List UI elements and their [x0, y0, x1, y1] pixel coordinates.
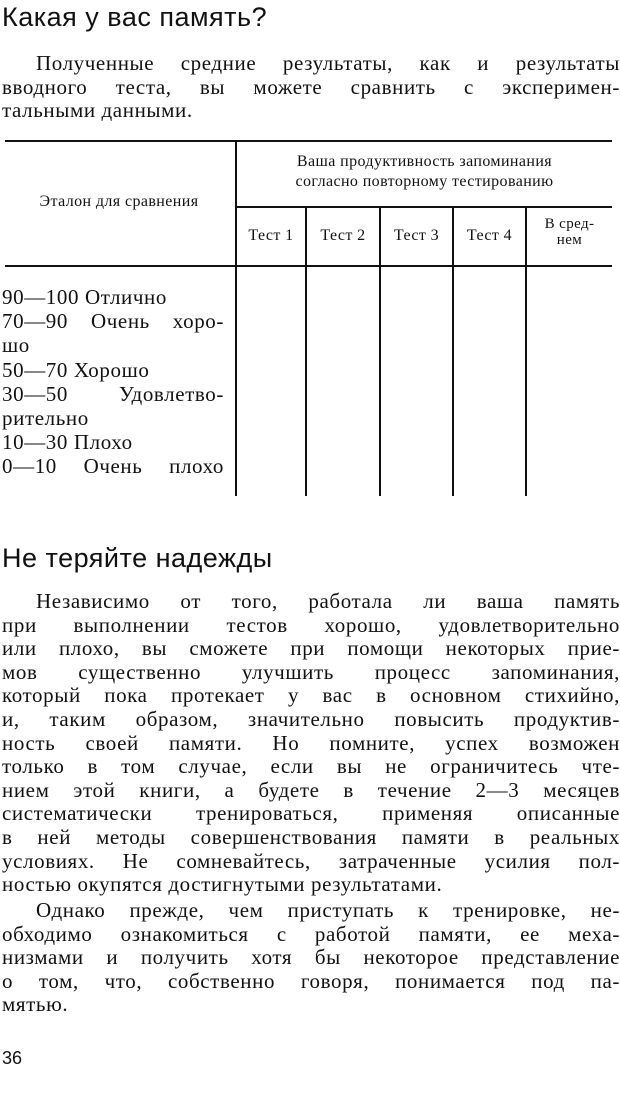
table-header-average	[527, 216, 612, 248]
table-group-rule	[235, 206, 612, 208]
paragraph-line: обходимо ознакомиться с работой памяти, ее меха-	[2, 921, 620, 946]
table-header-group	[237, 152, 612, 192]
grade-scale-list	[2, 285, 224, 479]
paragraph-line: о том, что, собственно говоря, понимается под па-	[2, 968, 620, 993]
grade-line: шо	[2, 333, 30, 358]
table-header-test-1: Тест 1	[248, 227, 294, 244]
body-paragraph-1	[2, 590, 620, 897]
paragraph-line: Полученные средние результаты, как и результаты	[36, 51, 620, 75]
paragraph-line: или плохо, вы сможете при помощи некоторых прие-	[2, 636, 620, 661]
paragraph-line: ностью окупятся достигнутыми результатами.	[2, 872, 443, 897]
intro-paragraph	[2, 52, 620, 123]
paragraph-line: мятью.	[2, 992, 69, 1017]
paragraph-line: Однако прежде, чем приступать к тренировке, не-	[36, 898, 620, 922]
paragraph-line: и, таким образом, значительно повысить продуктив-	[2, 706, 620, 731]
paragraph-line: тальными данными.	[2, 98, 193, 123]
table-header-rule	[5, 265, 612, 267]
header-line: нем	[556, 232, 583, 248]
comparison-table	[0, 140, 612, 500]
body-paragraph-2	[2, 899, 620, 1017]
section-heading-memory: Какая у вас память?	[2, 2, 268, 32]
table-header-test-2: Тест 2	[320, 227, 366, 244]
paragraph-line: низмами и получить хотя бы некоторое представление	[2, 945, 620, 970]
table-header-reference: Эталон для сравнения	[39, 193, 199, 210]
paragraph-line: который пока протекает у вас в основном стихийно,	[2, 683, 620, 708]
table-header-test-3: Тест 3	[393, 227, 440, 244]
paragraph-line: вводного теста, вы можете сравнить с эксперимен-	[2, 74, 620, 99]
table-column-divider	[235, 140, 237, 496]
paragraph-line: систематически тренироваться, применяя описанные	[2, 801, 620, 826]
grade-line: 0—10 Очень плохо	[2, 454, 224, 479]
table-top-rule	[5, 140, 612, 142]
grade-line: 70—90 Очень хоро-	[2, 309, 224, 334]
page-number: 36	[2, 1048, 23, 1068]
paragraph-line: Независимо от того, работала ли ваша память	[36, 589, 620, 613]
section-heading-hope: Не теряйте надежды	[2, 543, 273, 573]
paragraph-line: мов существенно улучшить процесс запоминания,	[2, 659, 620, 684]
table-column-divider	[452, 206, 454, 496]
paragraph-line: нием этой книги, а будете в течение 2—3 месяцев	[2, 777, 620, 802]
table-column-divider	[525, 206, 527, 496]
grade-line: 90—100 Отлично	[2, 285, 167, 309]
header-line: Ваша продуктивность запоминания	[296, 153, 553, 170]
table-column-divider	[305, 206, 307, 496]
grade-line: 10—30 Плохо	[2, 430, 133, 455]
header-line: В сред-	[544, 216, 595, 232]
paragraph-line: ность своей памяти. Но помните, успех возможен	[2, 730, 620, 755]
paragraph-line: условиях. Не сомневайтесь, затраченные усилия пол-	[2, 848, 620, 873]
table-header-test-4: Тест 4	[466, 227, 513, 244]
grade-line: 50—70 Хорошо	[2, 357, 150, 382]
grade-line: рительно	[2, 406, 89, 431]
grade-line: 30—50 Удовлетво-	[2, 381, 224, 406]
header-line: согласно повторному тестированию	[295, 173, 554, 190]
table-column-divider	[379, 206, 381, 496]
paragraph-line: при выполнении тестов хорошо, удовлетворительно	[2, 612, 620, 637]
paragraph-line: только в том случае, если вы не ограничитесь чте-	[2, 754, 620, 779]
paragraph-line: в ней методы совершенствования памяти в реальных	[2, 824, 620, 849]
